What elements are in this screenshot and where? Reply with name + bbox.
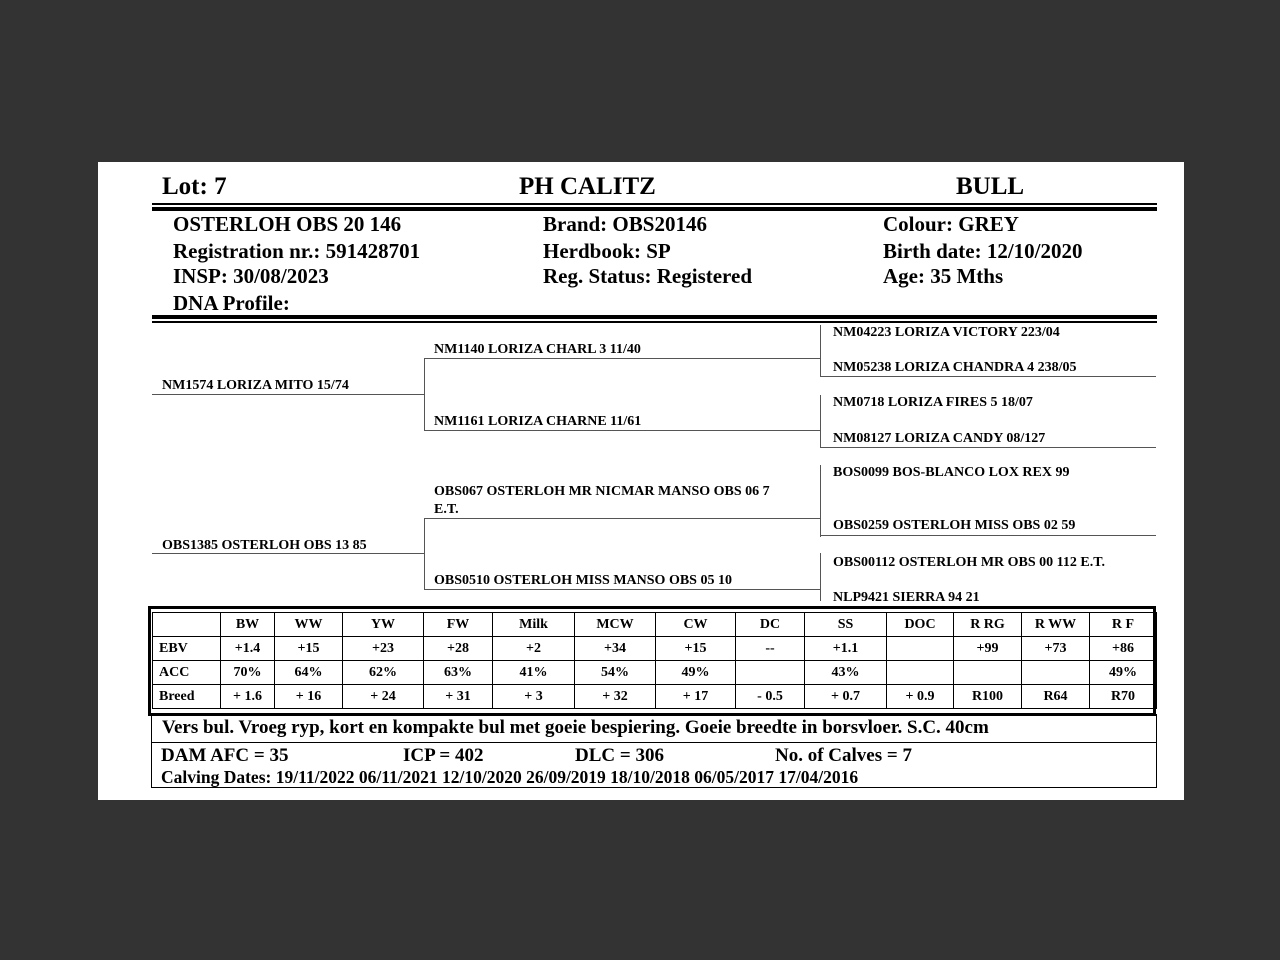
table-header: CW xyxy=(656,613,736,637)
table-header: DOC xyxy=(887,613,954,637)
row-label: Breed xyxy=(153,685,221,709)
birth-date: Birth date: 12/10/2020 xyxy=(883,239,1083,263)
table-cell: +34 xyxy=(575,637,656,661)
icp: ICP = 402 xyxy=(403,745,484,766)
sire-dam-line xyxy=(424,430,820,431)
table-header: BW xyxy=(221,613,275,637)
table-cell: 70% xyxy=(221,661,275,685)
table-cell: + 32 xyxy=(575,685,656,709)
table-cell: + 31 xyxy=(424,685,493,709)
dam-dam-line xyxy=(424,589,820,590)
table-row xyxy=(153,661,1157,685)
info-rule-thick xyxy=(152,315,1157,319)
table-cell xyxy=(1022,661,1090,685)
table-cell xyxy=(887,637,954,661)
table-row xyxy=(153,685,1157,709)
table-cell: R70 xyxy=(1090,685,1157,709)
table-header: WW xyxy=(275,613,343,637)
table-cell: +2 xyxy=(493,637,575,661)
table-cell: +15 xyxy=(656,637,736,661)
table-cell: 63% xyxy=(424,661,493,685)
ebv-table xyxy=(152,612,1157,709)
dam-sire-line xyxy=(424,518,820,519)
table-cell: R100 xyxy=(954,685,1022,709)
table-header: Milk xyxy=(493,613,575,637)
table-cell xyxy=(954,661,1022,685)
table-cell: +86 xyxy=(1090,637,1157,661)
pedigree-ggp-5: BOS0099 BOS-BLANCO LOX REX 99 xyxy=(833,465,1070,480)
comment-text: Vers bul. Vroeg ryp, kort en kompakte bul met goeie bespiering. Goeie breedte in borsvloer. S.C. 40cm xyxy=(162,717,989,738)
table-cell: + 24 xyxy=(343,685,424,709)
table-cell: 64% xyxy=(275,661,343,685)
ggp-line-2 xyxy=(820,376,1156,377)
table-header xyxy=(153,613,221,637)
table-cell: +73 xyxy=(1022,637,1090,661)
pedigree-ggp-6: OBS0259 OSTERLOH MISS OBS 02 59 xyxy=(833,518,1076,533)
table-header: MCW xyxy=(575,613,656,637)
table-header: YW xyxy=(343,613,424,637)
number-of-calves: No. of Calves = 7 xyxy=(775,745,912,766)
table-cell: R64 xyxy=(1022,685,1090,709)
age: Age: 35 Mths xyxy=(883,264,1004,288)
pedigree-dam-sire: OBS067 OSTERLOH MR NICMAR MANSO OBS 06 7 xyxy=(434,484,770,499)
table-cell: 49% xyxy=(656,661,736,685)
header-rule-thin xyxy=(152,203,1157,205)
sire-sire-line xyxy=(424,358,820,359)
table-cell: + 1.6 xyxy=(221,685,275,709)
dam-stats-box xyxy=(151,742,1157,788)
ggp-bracket-3 xyxy=(820,465,821,537)
catalogue-card xyxy=(98,162,1184,800)
table-header: R WW xyxy=(1022,613,1090,637)
sire-line xyxy=(152,394,424,395)
pedigree-dam: OBS1385 OSTERLOH OBS 13 85 xyxy=(162,538,367,553)
table-cell: +28 xyxy=(424,637,493,661)
table-header: FW xyxy=(424,613,493,637)
table-cell: + 17 xyxy=(656,685,736,709)
pedigree-ggp-3: NM0718 LORIZA FIRES 5 18/07 xyxy=(833,395,1033,410)
table-cell: + 16 xyxy=(275,685,343,709)
info-rule-thin xyxy=(152,321,1157,323)
table-header: R F xyxy=(1090,613,1157,637)
table-header: SS xyxy=(805,613,887,637)
pedigree-dam-dam: OBS0510 OSTERLOH MISS MANSO OBS 05 10 xyxy=(434,573,732,588)
dlc: DLC = 306 xyxy=(575,745,664,766)
ebv-header-row xyxy=(153,613,1157,637)
sire-bracket xyxy=(424,358,425,430)
table-header: R RG xyxy=(954,613,1022,637)
comment-box xyxy=(151,714,1157,743)
table-row xyxy=(153,637,1157,661)
table-cell: +99 xyxy=(954,637,1022,661)
pedigree-ggp-4: NM08127 LORIZA CANDY 08/127 xyxy=(833,431,1046,446)
header-rule-thick xyxy=(152,207,1157,211)
calving-dates: Calving Dates: 19/11/2022 06/11/2021 12/10/2020 26/09/2019 18/10/2018 06/05/2017 17/04/2016 xyxy=(161,767,859,787)
dna-profile: DNA Profile: xyxy=(173,291,290,315)
ggp-bracket-2 xyxy=(820,395,821,447)
pedigree-sire-dam: NM1161 LORIZA CHARNE 11/61 xyxy=(434,414,642,429)
ggp-bracket-4 xyxy=(820,553,821,601)
table-cell: - 0.5 xyxy=(736,685,805,709)
pedigree-ggp-1: NM04223 LORIZA VICTORY 223/04 xyxy=(833,325,1060,340)
pedigree-ggp-8: NLP9421 SIERRA 94 21 xyxy=(833,590,980,605)
table-cell: + 0.7 xyxy=(805,685,887,709)
animal-type: BULL xyxy=(956,173,1025,200)
table-cell: +15 xyxy=(275,637,343,661)
table-header: DC xyxy=(736,613,805,637)
registration-status: Reg. Status: Registered xyxy=(543,264,752,288)
brand: Brand: OBS20146 xyxy=(543,212,707,236)
table-cell: 41% xyxy=(493,661,575,685)
row-label: ACC xyxy=(153,661,221,685)
registration-number: Registration nr.: 591428701 xyxy=(173,239,421,263)
herdbook: Herdbook: SP xyxy=(543,239,671,263)
pedigree-dam-sire-cont: E.T. xyxy=(434,502,459,517)
table-cell: +1.1 xyxy=(805,637,887,661)
table-cell: 54% xyxy=(575,661,656,685)
pedigree-ggp-2: NM05238 LORIZA CHANDRA 4 238/05 xyxy=(833,360,1077,375)
dam-afc: DAM AFC = 35 xyxy=(161,745,289,766)
pedigree-sire-sire: NM1140 LORIZA CHARL 3 11/40 xyxy=(434,342,641,357)
table-cell: + 0.9 xyxy=(887,685,954,709)
pedigree-ggp-7: OBS00112 OSTERLOH MR OBS 00 112 E.T. xyxy=(833,555,1106,570)
table-cell xyxy=(887,661,954,685)
table-cell: 49% xyxy=(1090,661,1157,685)
table-cell: + 3 xyxy=(493,685,575,709)
table-cell xyxy=(736,661,805,685)
owner-name: PH CALITZ xyxy=(519,173,656,200)
ggp-line-6 xyxy=(820,535,1156,536)
table-cell: -- xyxy=(736,637,805,661)
animal-name: OSTERLOH OBS 20 146 xyxy=(173,212,402,236)
ggp-bracket-1 xyxy=(820,325,821,376)
table-cell: +23 xyxy=(343,637,424,661)
lot-number: Lot: 7 xyxy=(162,173,227,200)
ggp-line-4 xyxy=(820,447,1156,448)
dam-line xyxy=(152,553,424,554)
table-cell: 62% xyxy=(343,661,424,685)
pedigree-sire: NM1574 LORIZA MITO 15/74 xyxy=(162,378,349,393)
dam-bracket xyxy=(424,518,425,589)
table-cell: 43% xyxy=(805,661,887,685)
row-label: EBV xyxy=(153,637,221,661)
table-cell: +1.4 xyxy=(221,637,275,661)
colour: Colour: GREY xyxy=(883,212,1019,236)
inspection-date: INSP: 30/08/2023 xyxy=(173,264,329,288)
